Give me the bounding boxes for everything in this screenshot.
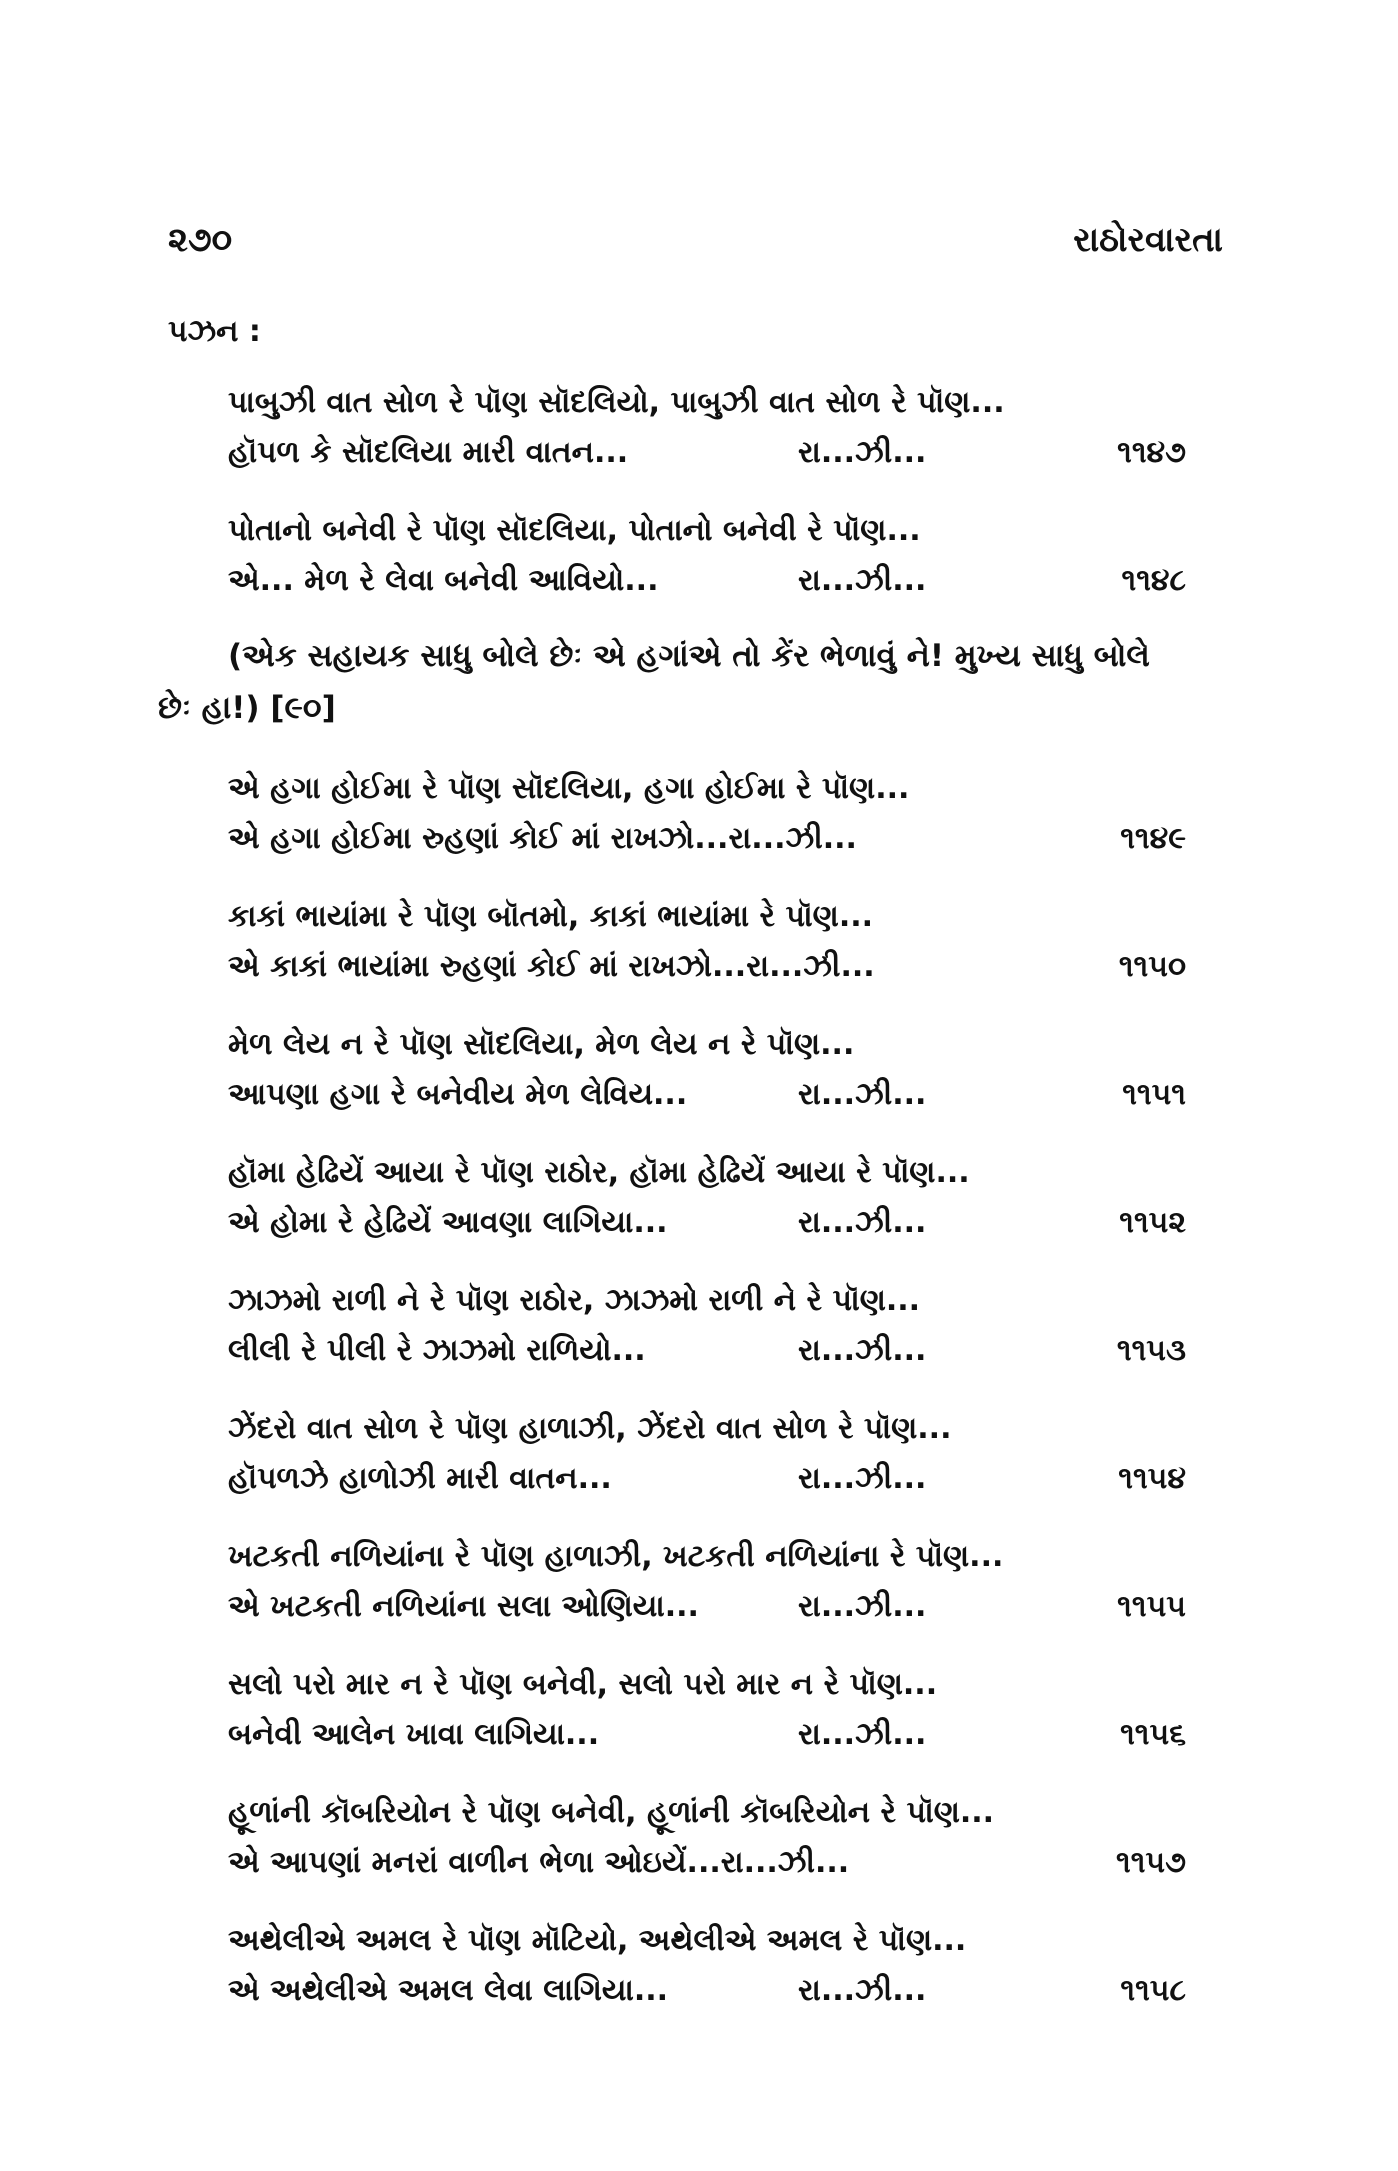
verse-number: ૧૧૫૬ xyxy=(1120,1717,1186,1752)
running-header: રાઠોરવારતા xyxy=(1073,220,1223,260)
verse-line-text: હૂળાંની કૉબરિયોન રે પૉણ બનેવી, હૂળાંની કૉબરિયોન રે પૉણ... xyxy=(228,1795,995,1830)
verse-line-text: હૉપળ કે સૉદલિયા મારી વાતન... xyxy=(228,435,629,470)
verse-line xyxy=(228,1020,1228,1070)
verse-line xyxy=(228,556,1228,606)
verse-number: ૧૧૫૨ xyxy=(1119,1205,1186,1240)
verse-line-text: ઝેંદરો વાત સોળ રે પૉણ હાળાઝી, ઝેંદરો વાત સોળ રે પૉણ... xyxy=(228,1411,952,1446)
refrain: રા...ઝી... xyxy=(798,435,927,470)
verse-line-text: એ અથેલીએ અમલ લેવા લાગિયા... xyxy=(228,1973,669,2008)
verse-line-text: ઝાઝમો રાળી ને રે પૉણ રાઠોર, ઝાઝમો રાળી ને રે પૉણ... xyxy=(228,1283,921,1318)
verse-line-text: એ... મેળ રે લેવા બનેવી આવિયો... xyxy=(228,563,659,598)
stanza xyxy=(228,892,1228,992)
verse-line xyxy=(228,814,1228,864)
verse-block xyxy=(158,378,1228,2044)
verse-line-text: એ હગા હોઈમા રુહણાં કોઈ માં રાખઝો...રા...ઝી... xyxy=(228,821,857,856)
verse-line xyxy=(228,1198,1228,1248)
stanza xyxy=(228,1660,1228,1760)
stanza xyxy=(228,1148,1228,1248)
verse-line xyxy=(228,378,1228,428)
verse-line-text: પાબુઝી વાત સોળ રે પૉણ સૉદલિયો, પાબુઝી વાત સોળ રે પૉણ... xyxy=(228,385,1005,420)
verse-line-text: એ આપણાં મનરાં વાળીન ભેળા ઓઇયેં...રા...ઝી... xyxy=(228,1845,850,1880)
stanza xyxy=(228,764,1228,864)
verse-line-text: એ ખટકતી નળિયાંના સલા ઓણિયા... xyxy=(228,1589,699,1624)
refrain: રા...ઝી... xyxy=(798,1973,927,2008)
verse-line xyxy=(228,428,1228,478)
verse-line-text: હૉમા હેઢિયેં આયા રે પૉણ રાઠોર, હૉમા હેઢિયેં આયા રે પૉણ... xyxy=(228,1155,970,1190)
stanza xyxy=(228,1404,1228,1504)
verse-number: ૧૧૫૩ xyxy=(1116,1333,1186,1368)
stanza xyxy=(228,506,1228,606)
verse-line-text: પોતાનો બનેવી રે પૉણ સૉદલિયા, પોતાનો બનેવી રે પૉણ... xyxy=(228,513,921,548)
stanza xyxy=(228,378,1228,478)
verse-line xyxy=(228,1788,1228,1838)
verse-line xyxy=(228,1148,1228,1198)
verse-line xyxy=(228,764,1228,814)
verse-line xyxy=(228,1582,1228,1632)
refrain: રા...ઝી... xyxy=(798,1205,927,1240)
stanza xyxy=(228,1276,1228,1376)
verse-line xyxy=(228,1070,1228,1120)
section-label: પઝન : xyxy=(168,314,261,349)
verse-line-text: સલો પરો માર ન રે પૉણ બનેવી, સલો પરો માર ન રે પૉણ... xyxy=(228,1667,938,1702)
verse-number: ૧૧૪૯ xyxy=(1120,821,1186,856)
verse-line-text: આપણા હગા રે બનેવીય મેળ લેવિય... xyxy=(228,1077,688,1112)
verse-line-text: બનેવી આલેન ખાવા લાગિયા... xyxy=(228,1717,600,1752)
verse-line xyxy=(228,506,1228,556)
refrain: રા...ઝી... xyxy=(798,1589,927,1624)
verse-line xyxy=(228,1916,1228,1966)
verse-line xyxy=(228,1276,1228,1326)
refrain: રા...ઝી... xyxy=(798,563,927,598)
verse-line-text: હૉપળઝે હાળોઝી મારી વાતન... xyxy=(228,1461,612,1496)
verse-number: ૧૧૫૮ xyxy=(1120,1973,1186,2008)
stanza xyxy=(228,1788,1228,1888)
verse-number: ૧૧૪૭ xyxy=(1117,435,1186,470)
stage-direction-note: (એક સહાયક સાધુ બોલે છેઃ એ હગાંએ તો કેંર ભેળાવું ને! મુખ્ય સાધુ બોલે છેઃ હા!) [૯૦] xyxy=(158,638,1150,726)
verse-line-text: ખટકતી નળિયાંના રે પૉણ હાળાઝી, ખટકતી નળિયાંના રે પૉણ... xyxy=(228,1539,1004,1574)
refrain: રા...ઝી... xyxy=(798,1461,927,1496)
verse-line xyxy=(228,1532,1228,1582)
page-number: ૨૭૦ xyxy=(168,220,233,260)
stanza xyxy=(228,1020,1228,1120)
stanza xyxy=(228,1916,1228,2016)
verse-line xyxy=(228,942,1228,992)
verse-line xyxy=(228,1660,1228,1710)
verse-number: ૧૧૫૪ xyxy=(1118,1461,1186,1496)
verse-line-text: એ કાકાં ભાયાંમા રુહણાં કોઈ માં રાખઝો...રા...ઝી... xyxy=(228,949,875,984)
stanza xyxy=(228,1532,1228,1632)
verse-line-text: લીલી રે પીલી રે ઝાઝમો રાળિયો... xyxy=(228,1333,646,1368)
verse-line-text: એ હોમા રે હેઢિયેં આવણા લાગિયા... xyxy=(228,1205,668,1240)
refrain: રા...ઝી... xyxy=(798,1077,927,1112)
verse-number: ૧૧૫૭ xyxy=(1116,1845,1186,1880)
verse-number: ૧૧૫૫ xyxy=(1117,1589,1186,1624)
verse-line xyxy=(228,892,1228,942)
verse-line xyxy=(228,1454,1228,1504)
verse-number: ૧૧૫૦ xyxy=(1118,949,1186,984)
verse-line xyxy=(228,1710,1228,1760)
verse-line-text: કાકાં ભાયાંમા રે પૉણ બૉતમો, કાકાં ભાયાંમા રે પૉણ... xyxy=(228,899,874,934)
verse-number: ૧૧૪૮ xyxy=(1121,563,1186,598)
verse-line-text: અથેલીએ અમલ રે પૉણ મૉટિયો, અથેલીએ અમલ રે પૉણ... xyxy=(228,1923,967,1958)
verse-line-text: એ હગા હોઈમા રે પૉણ સૉદલિયા, હગા હોઈમા રે પૉણ... xyxy=(228,771,910,806)
verse-number: ૧૧૫૧ xyxy=(1122,1077,1186,1112)
verse-line xyxy=(228,1404,1228,1454)
verse-line xyxy=(228,1966,1228,2016)
verse-line xyxy=(228,1326,1228,1376)
refrain: રા...ઝી... xyxy=(798,1333,927,1368)
verse-line-text: મેળ લેય ન રે પૉણ સૉદલિયા, મેળ લેય ન રે પૉણ... xyxy=(228,1027,855,1062)
refrain: રા...ઝી... xyxy=(798,1717,927,1752)
verse-line xyxy=(228,1838,1228,1888)
